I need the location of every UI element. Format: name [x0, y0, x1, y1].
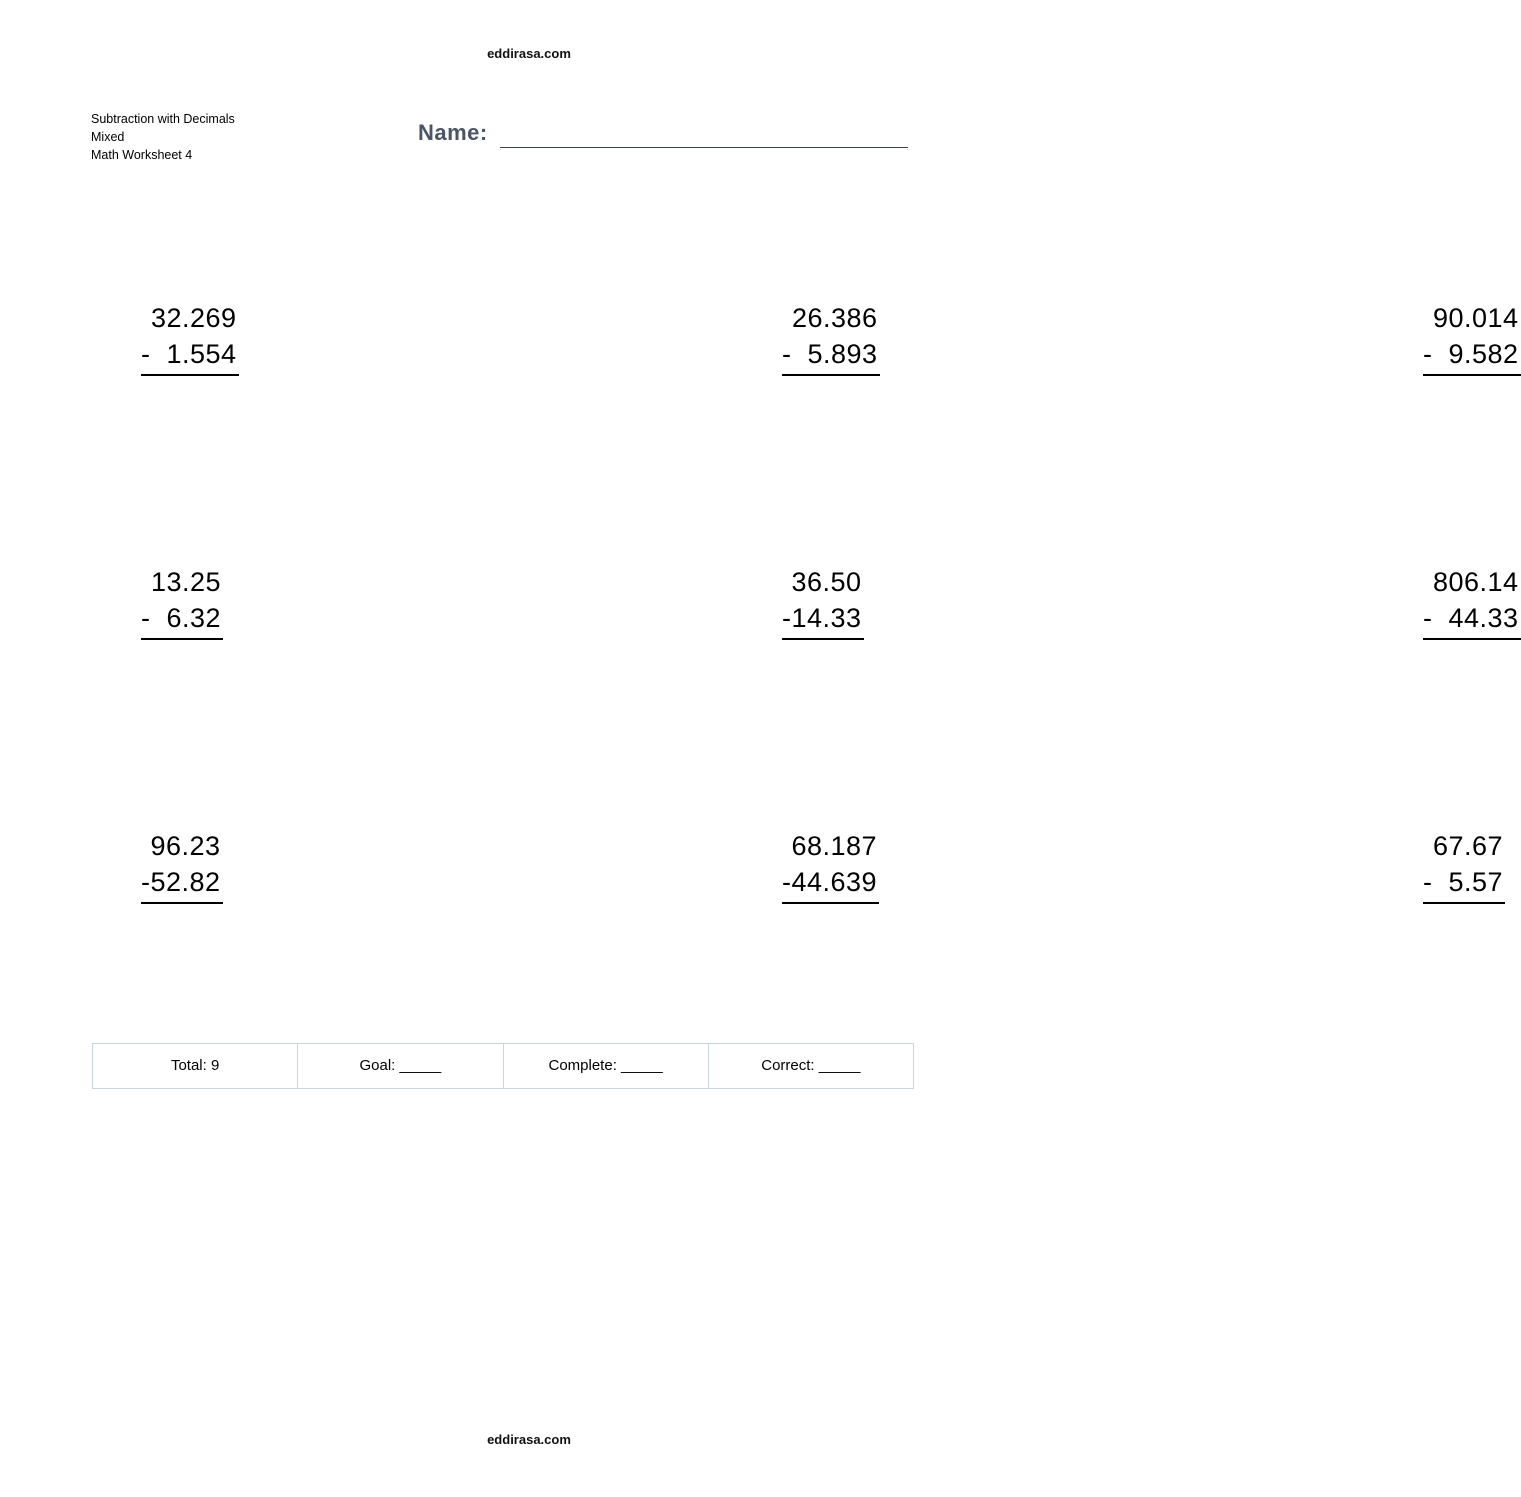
problem-minuend: 32.269	[150, 303, 237, 333]
problem-subtrahend: - 5.57	[1423, 864, 1505, 904]
name-label: Name:	[418, 120, 488, 145]
problem-cell	[91, 300, 412, 564]
problem-subtrahend: -14.33	[782, 600, 864, 640]
problem-cell	[733, 300, 1519, 564]
summary-complete[interactable]: Complete: _____	[504, 1044, 709, 1088]
problem-minuend: 90.014	[1432, 303, 1519, 333]
problem-subtrahend: - 44.33	[1423, 600, 1521, 640]
name-block	[418, 120, 908, 148]
worksheet-title-line3: Math Worksheet 4	[91, 148, 193, 162]
problem-cell	[733, 564, 1519, 828]
problem-grid	[91, 300, 1519, 1092]
problem-minuend: 13.25	[150, 567, 222, 597]
problem-minuend: 68.187	[791, 831, 878, 861]
problem-minuend: 26.386	[791, 303, 878, 333]
problem-subtrahend: - 5.893	[782, 336, 880, 376]
worksheet-title-line2: Mixed	[91, 130, 125, 144]
worksheet-title-line1: Subtraction with Decimals	[91, 112, 235, 126]
problem-subtrahend: - 6.32	[141, 600, 223, 640]
problem-minuend: 806.14	[1432, 567, 1519, 597]
problem-subtrahend: -52.82	[141, 864, 223, 904]
problem-cell	[412, 564, 862, 828]
name-input-line[interactable]	[500, 121, 908, 148]
brand-footer: eddirasa.com	[487, 1432, 571, 1447]
problem-minuend: 67.67	[1432, 831, 1504, 861]
problem-subtrahend: - 9.582	[1423, 336, 1521, 376]
worksheet-title-block	[91, 110, 235, 164]
problem-minuend: 36.50	[791, 567, 862, 597]
problem-row	[91, 564, 1519, 828]
problem-cell	[91, 564, 412, 828]
summary-correct[interactable]: Correct: _____	[761, 1057, 861, 1074]
problem-cell	[412, 300, 878, 564]
problem-subtrahend: -44.639	[782, 864, 879, 904]
brand-header: eddirasa.com	[487, 46, 571, 61]
problem-minuend: 96.23	[150, 831, 221, 861]
summary-total: Total: 9	[93, 1044, 298, 1088]
summary-table	[92, 1043, 914, 1089]
problem-row	[91, 300, 1519, 564]
problem-subtrahend: - 1.554	[141, 336, 239, 376]
summary-goal[interactable]: Goal: _____	[298, 1044, 503, 1088]
